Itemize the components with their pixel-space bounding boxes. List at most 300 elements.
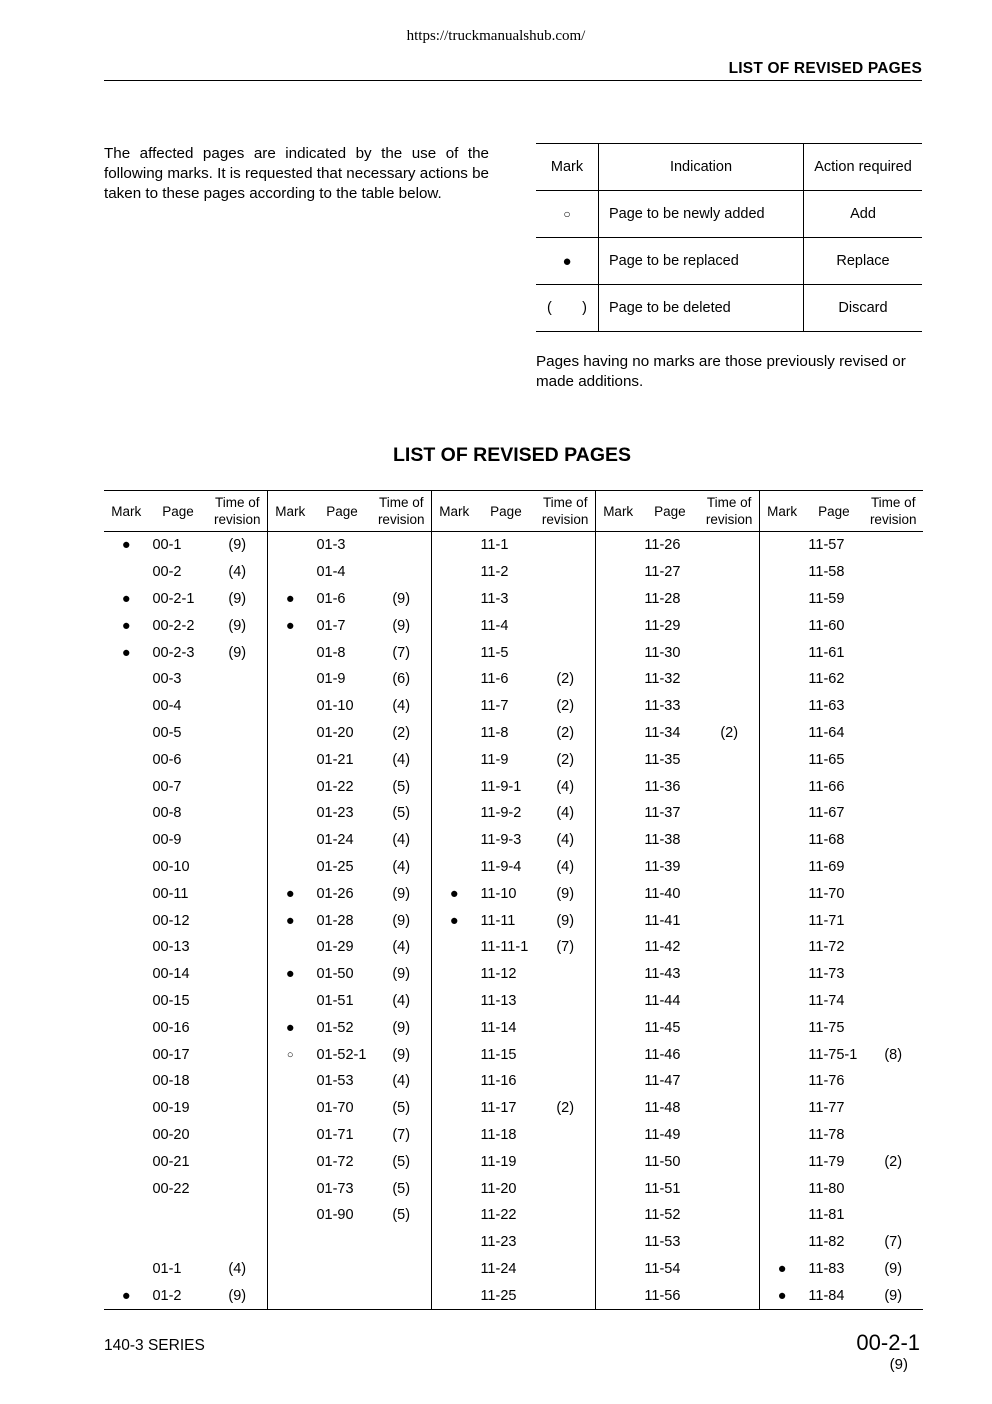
- revision-cell: [699, 827, 759, 854]
- mark-cell: [759, 639, 804, 666]
- mark-cell: [104, 773, 148, 800]
- mark-cell: [431, 1175, 476, 1202]
- mark-cell: [267, 746, 312, 773]
- marks-row-add: [536, 191, 922, 238]
- page-cell: 11-74: [808, 992, 845, 1009]
- note-paragraph: Pages having no marks are those previously revised or made additions.: [536, 353, 906, 390]
- page-cell: 11-65: [808, 751, 845, 768]
- mark-cell: [759, 773, 804, 800]
- filled-circle-icon: ●: [121, 590, 131, 607]
- page-cell: 11-75: [808, 1019, 845, 1036]
- page-cell: 01-52: [316, 1019, 354, 1036]
- page-cell: 01-53: [316, 1073, 354, 1090]
- mark-cell: [595, 559, 640, 586]
- revised-table-body: [104, 532, 923, 1310]
- mark-cell: [431, 639, 476, 666]
- mark-cell: [595, 827, 640, 854]
- page-cell: 01-1: [152, 1260, 182, 1277]
- mark-cell: [267, 1068, 312, 1095]
- revision-cell: (4): [207, 559, 267, 586]
- page-cell: 11-37: [644, 805, 681, 822]
- revision-cell: [535, 1068, 595, 1095]
- mark-cell: [595, 666, 640, 693]
- revision-cell: (9): [884, 1260, 903, 1277]
- page-cell: 11-43: [644, 966, 681, 983]
- revision-cell: [207, 907, 267, 934]
- page-cell: 01-4: [316, 564, 346, 581]
- mark-cell: [595, 1282, 640, 1309]
- revision-cell: [863, 720, 923, 747]
- page-cell: 11-5: [480, 644, 509, 661]
- revision-cell: [699, 988, 759, 1015]
- revision-cell: [535, 639, 595, 666]
- revision-cell: [863, 612, 923, 639]
- filled-circle-icon: ●: [285, 912, 295, 929]
- page-cell: 11-18: [480, 1126, 517, 1143]
- revision-cell: [863, 1014, 923, 1041]
- mark-cell: [104, 1095, 148, 1122]
- col-header-mark: Mark: [267, 491, 312, 532]
- marks-row-replace: [536, 238, 922, 285]
- page-cell: 00-9: [152, 832, 182, 849]
- mark-cell: [595, 612, 640, 639]
- revision-cell: [207, 693, 267, 720]
- page-cell: 11-13: [480, 992, 517, 1009]
- mark-cell: [595, 800, 640, 827]
- col-header-page: Page: [148, 491, 207, 532]
- col-header-mark: Mark: [759, 491, 804, 532]
- page-cell: 11-6: [480, 671, 509, 688]
- revision-cell: [535, 1122, 595, 1149]
- header-title: LIST OF REVISED PAGES: [728, 60, 922, 77]
- revision-cell: [863, 827, 923, 854]
- mark-cell: [759, 693, 804, 720]
- revision-cell: [207, 746, 267, 773]
- revision-cell: (2): [884, 1153, 903, 1170]
- revision-cell: (5): [371, 773, 431, 800]
- page-cell: 01-71: [316, 1126, 354, 1143]
- mark-cell: [759, 1122, 804, 1149]
- filled-circle-icon: ●: [121, 537, 131, 554]
- mark-cell: [595, 1229, 640, 1256]
- revision-cell: [863, 907, 923, 934]
- revision-cell: [207, 880, 267, 907]
- page-cell: 11-56: [640, 1282, 699, 1309]
- page-cell: 11-16: [480, 1073, 517, 1090]
- mark-cell: [595, 746, 640, 773]
- mark-cell: [431, 559, 476, 586]
- page-cell: 00-14: [152, 966, 190, 983]
- filled-circle-icon: ●: [536, 238, 599, 285]
- mark-cell: [104, 746, 148, 773]
- revision-cell: (9): [863, 1282, 923, 1309]
- page-cell: 11-27: [644, 564, 681, 581]
- page-cell: 11-36: [644, 778, 681, 795]
- revision-cell: [863, 586, 923, 613]
- revision-cell: [535, 1175, 595, 1202]
- revision-cell: [207, 800, 267, 827]
- page-cell: 01-24: [316, 832, 354, 849]
- page-cell: 11-59: [808, 590, 845, 607]
- revision-cell: (4): [371, 1068, 431, 1095]
- page-cell: 11-35: [644, 751, 681, 768]
- page-cell: 11-78: [808, 1126, 845, 1143]
- revision-cell: (2): [371, 720, 431, 747]
- mark-cell: [267, 827, 312, 854]
- page-cell: 11-53: [644, 1234, 681, 1251]
- page-cell: 11-11: [480, 912, 516, 929]
- list-title: LIST OF REVISED PAGES: [392, 444, 631, 466]
- revision-cell: (9): [207, 639, 267, 666]
- mark-cell: [759, 988, 804, 1015]
- filled-circle-icon: ●: [285, 885, 295, 902]
- page-cell: 11-42: [644, 939, 681, 956]
- revision-cell: [699, 639, 759, 666]
- revision-cell: [371, 1282, 431, 1309]
- mark-cell: [759, 800, 804, 827]
- revision-cell: (4): [371, 934, 431, 961]
- revision-cell: [535, 1014, 595, 1041]
- mark-cell: [431, 720, 476, 747]
- mark-cell: [267, 1229, 312, 1256]
- revision-cell: [863, 961, 923, 988]
- mark-cell: [104, 1202, 148, 1229]
- filled-circle-icon: ●: [777, 1260, 787, 1277]
- revision-cell: [699, 559, 759, 586]
- col-header-mark: Mark: [595, 491, 640, 532]
- mark-cell: [104, 800, 148, 827]
- mark-cell: [104, 666, 148, 693]
- revision-cell: [863, 1122, 923, 1149]
- page-cell: 11-12: [480, 966, 517, 983]
- mark-cell: [267, 800, 312, 827]
- mark-cell: [595, 1122, 640, 1149]
- intro-paragraph: The affected pages are indicated by the use of the following marks. It is requested that necessary actions be taken to these pages according to the table below.: [104, 145, 489, 202]
- revision-cell: [535, 988, 595, 1015]
- page-cell: 00-6: [152, 751, 182, 768]
- page-cell: 11-22: [480, 1207, 517, 1224]
- open-circle-icon: ○: [536, 191, 599, 238]
- mark-cell: [267, 1282, 312, 1309]
- mark-cell: [267, 1202, 312, 1229]
- mark-cell: [595, 639, 640, 666]
- page-cell: 00-2-3: [152, 644, 195, 661]
- col-header-time-of-revision: Time of revision: [535, 491, 595, 532]
- mark-cell: [759, 934, 804, 961]
- revision-cell: [207, 1041, 267, 1068]
- page-cell: 11-64: [808, 724, 845, 741]
- mark-cell: [595, 988, 640, 1015]
- mark-cell: [267, 1175, 312, 1202]
- mark-cell: [759, 1202, 804, 1229]
- page-cell: 01-10: [316, 698, 354, 715]
- page-cell: 11-79: [808, 1153, 845, 1170]
- revision-cell: [699, 961, 759, 988]
- page-cell: 11-77: [808, 1100, 845, 1117]
- page-cell: 11-39: [644, 858, 681, 875]
- page-cell: 11-11-1: [480, 939, 529, 956]
- footer-page-number: 00-2-1: [856, 1330, 920, 1355]
- mark-cell: [431, 1068, 476, 1095]
- page-cell: 01-50: [316, 966, 354, 983]
- marks-legend-table: [536, 143, 922, 332]
- revision-cell: [699, 1095, 759, 1122]
- revision-cell: [863, 854, 923, 881]
- table-row: [104, 1202, 923, 1229]
- mark-cell: [267, 854, 312, 881]
- page-cell: 01-72: [316, 1153, 354, 1170]
- table-row: [104, 1148, 923, 1175]
- mark-cell: [104, 1041, 148, 1068]
- page-cell: 11-10: [480, 885, 517, 902]
- revision-cell: [863, 773, 923, 800]
- revision-cell: [863, 639, 923, 666]
- revision-cell: (2): [535, 746, 595, 773]
- revision-cell: (9): [535, 880, 595, 907]
- revision-cell: [207, 854, 267, 881]
- revision-cell: [207, 1175, 267, 1202]
- revision-cell: (8): [884, 1046, 903, 1063]
- mark-cell: [431, 854, 476, 881]
- mark-cell: [595, 1202, 640, 1229]
- page-cell: 11-54: [644, 1260, 681, 1277]
- revision-cell: [207, 1014, 267, 1041]
- col-header-time-of-revision: Time of revision: [207, 491, 267, 532]
- paren-open: (: [547, 300, 552, 316]
- revision-cell: [699, 1175, 759, 1202]
- mark-cell: [759, 880, 804, 907]
- page-cell: 11-57: [808, 537, 845, 554]
- revision-cell: (9): [207, 532, 267, 559]
- action-text: Replace: [804, 238, 923, 285]
- revision-cell: [207, 1068, 267, 1095]
- revision-cell: [535, 532, 595, 559]
- page-cell: 11-9: [480, 751, 509, 768]
- col-header-time-of-revision: Time of revision: [863, 491, 923, 532]
- table-row: [104, 693, 923, 720]
- page-cell: 00-13: [152, 939, 190, 956]
- page-cell: 11-60: [808, 617, 845, 634]
- page-cell: 00-12: [152, 912, 190, 929]
- mark-cell: [104, 880, 148, 907]
- page-cell: 11-46: [644, 1046, 681, 1063]
- revision-cell: (7): [884, 1234, 903, 1251]
- revision-cell: (5): [371, 1175, 431, 1202]
- page-cell: 01-26: [316, 885, 354, 902]
- header-indication: Indication: [599, 144, 804, 191]
- mark-cell: [104, 1256, 148, 1283]
- revision-cell: (4): [535, 773, 595, 800]
- page-cell: 11-25: [476, 1282, 535, 1309]
- filled-circle-icon: ●: [759, 1282, 804, 1309]
- revision-cell: [699, 1068, 759, 1095]
- table-row: [104, 880, 923, 907]
- page-cell: 00-7: [152, 778, 182, 795]
- page-cell: 11-70: [808, 885, 845, 902]
- mark-cell: [595, 773, 640, 800]
- page-cell: 11-83: [808, 1260, 845, 1277]
- source-url[interactable]: https://truckmanualshub.com/: [406, 28, 586, 44]
- filled-circle-icon: ●: [449, 912, 459, 929]
- revision-cell: [535, 1282, 595, 1309]
- revision-cell: (9): [371, 907, 431, 934]
- mark-cell: [595, 961, 640, 988]
- revision-cell: [699, 800, 759, 827]
- page-cell: 00-21: [152, 1153, 190, 1170]
- revision-cell: [535, 559, 595, 586]
- mark-cell: [267, 1256, 312, 1283]
- page-cell: 00-5: [152, 724, 182, 741]
- revision-cell: [207, 1229, 267, 1256]
- col-header-page: Page: [476, 491, 535, 532]
- page-cell: 11-67: [808, 805, 845, 822]
- paren-close: ): [582, 300, 587, 316]
- mark-cell: [104, 1068, 148, 1095]
- revision-cell: (9): [371, 961, 431, 988]
- mark-cell: [595, 586, 640, 613]
- mark-cell: [595, 854, 640, 881]
- table-row: [104, 1041, 923, 1068]
- page-cell: 11-72: [808, 939, 845, 956]
- page-cell: 01-28: [316, 912, 354, 929]
- mark-cell: [431, 1148, 476, 1175]
- mark-cell: [595, 907, 640, 934]
- mark-cell: [431, 1041, 476, 1068]
- mark-cell: [759, 1014, 804, 1041]
- revision-cell: [863, 666, 923, 693]
- mark-cell: [267, 934, 312, 961]
- page-cell: 01-6: [316, 590, 346, 607]
- table-row: [104, 639, 923, 666]
- table-row: [104, 1175, 923, 1202]
- revision-cell: (4): [371, 693, 431, 720]
- page-cell: 11-32: [644, 671, 681, 688]
- mark-cell: [595, 1014, 640, 1041]
- page-cell: 11-34: [644, 724, 681, 741]
- page-cell: 00-2: [152, 564, 182, 581]
- mark-cell: [104, 827, 148, 854]
- revision-cell: [863, 693, 923, 720]
- page-cell: 00-15: [152, 992, 190, 1009]
- mark-cell: [267, 693, 312, 720]
- revision-cell: [207, 961, 267, 988]
- page-cell: 11-50: [644, 1153, 681, 1170]
- table-row: [104, 720, 923, 747]
- revision-cell: [863, 800, 923, 827]
- page-cell: 11-29: [644, 617, 681, 634]
- mark-cell: [104, 988, 148, 1015]
- page-cell: 11-71: [808, 912, 845, 929]
- table-row: [104, 1068, 923, 1095]
- table-row: [104, 934, 923, 961]
- revision-cell: [863, 988, 923, 1015]
- mark-cell: [759, 532, 804, 559]
- revision-cell: (9): [371, 612, 431, 639]
- page-cell: 11-44: [644, 992, 681, 1009]
- revision-cell: [535, 1202, 595, 1229]
- revision-cell: (9): [535, 907, 595, 934]
- page-cell: 00-4: [152, 698, 182, 715]
- page-cell: 01-2: [148, 1282, 207, 1309]
- revision-cell: [371, 1229, 431, 1256]
- revision-cell: [371, 1256, 431, 1283]
- table-row: [104, 612, 923, 639]
- revision-cell: [699, 1229, 759, 1256]
- page-cell: 11-8: [480, 724, 509, 741]
- mark-cell: [595, 1068, 640, 1095]
- page-cell: 11-66: [808, 778, 845, 795]
- revision-cell: (4): [371, 988, 431, 1015]
- page-cell: 11-19: [480, 1153, 517, 1170]
- parentheses-mark: [536, 285, 599, 332]
- revision-cell: [207, 1122, 267, 1149]
- indication-text: Page to be replaced: [599, 238, 804, 285]
- filled-circle-icon: ●: [285, 966, 295, 983]
- revision-cell: [535, 1148, 595, 1175]
- revision-cell: [699, 1014, 759, 1041]
- footer-revision: (9): [889, 1356, 908, 1373]
- page-cell: 11-40: [644, 885, 681, 902]
- header-divider: [104, 80, 922, 81]
- revision-cell: (9): [207, 586, 267, 613]
- revision-cell: [863, 934, 923, 961]
- page-cell: [148, 1202, 207, 1229]
- revision-cell: (4): [207, 1256, 267, 1283]
- mark-cell: [267, 720, 312, 747]
- mark-cell: [595, 1175, 640, 1202]
- revision-cell: (4): [535, 800, 595, 827]
- mark-cell: [759, 666, 804, 693]
- revision-cell: [863, 1068, 923, 1095]
- mark-cell: [431, 532, 476, 559]
- revision-cell: [699, 586, 759, 613]
- revision-cell: [207, 934, 267, 961]
- revision-cell: [207, 827, 267, 854]
- mark-cell: [431, 1282, 476, 1309]
- mark-cell: [104, 1014, 148, 1041]
- mark-cell: [431, 586, 476, 613]
- col-header-mark: Mark: [431, 491, 476, 532]
- page-cell: 11-52: [644, 1207, 681, 1224]
- mark-cell: [595, 934, 640, 961]
- col-header-time-of-revision: Time of revision: [371, 491, 431, 532]
- mark-cell: [104, 1175, 148, 1202]
- table-row: [104, 1256, 923, 1283]
- page-cell: 11-9-1: [480, 778, 522, 795]
- mark-cell: [267, 559, 312, 586]
- mark-cell: [431, 800, 476, 827]
- revision-cell: (2): [535, 1095, 595, 1122]
- page-cell: 01-52-1: [316, 1046, 367, 1063]
- table-row: [104, 854, 923, 881]
- revision-cell: (9): [371, 1041, 431, 1068]
- revision-cell: [535, 586, 595, 613]
- mark-cell: [759, 1229, 804, 1256]
- revision-cell: [371, 532, 431, 559]
- page-cell: 01-23: [316, 805, 354, 822]
- table-row: [104, 988, 923, 1015]
- revision-cell: [207, 1148, 267, 1175]
- mark-cell: [595, 1041, 640, 1068]
- revision-cell: [699, 1256, 759, 1283]
- mark-cell: [431, 666, 476, 693]
- revision-cell: [207, 773, 267, 800]
- table-row: [104, 586, 923, 613]
- page-cell: 01-20: [316, 724, 354, 741]
- mark-cell: [431, 1095, 476, 1122]
- filled-circle-icon: ●: [285, 617, 295, 634]
- mark-cell: [595, 1148, 640, 1175]
